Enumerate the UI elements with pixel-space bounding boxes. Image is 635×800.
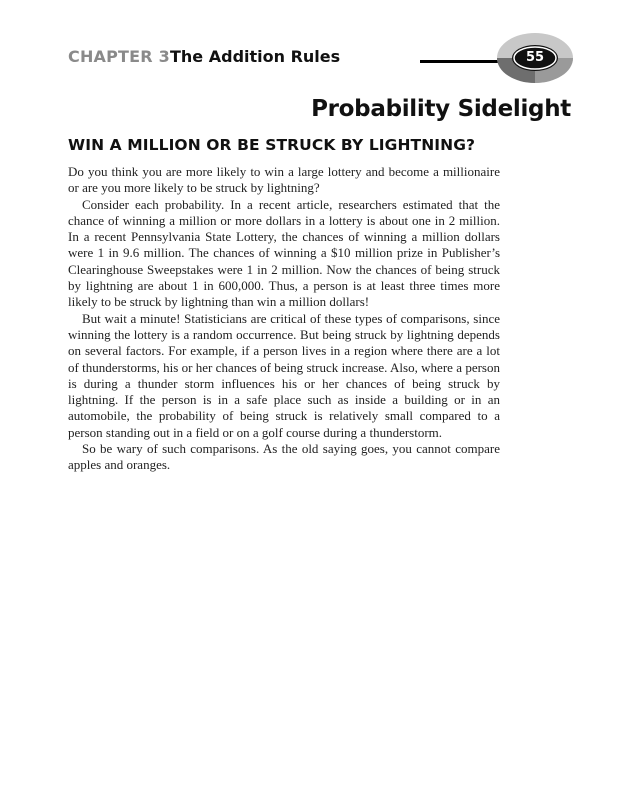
page-header	[0, 0, 635, 90]
paragraph-2: Consider each probability. In a recent article, researchers estimated that the chance of winning a million or more dollars in a lottery is about one in 2 million. In a recent Pennsylvania State Lottery, the chances of winning a million dollars were 1 in 9.6 million. The chances of winning a $10 million prize in Publisher’s Clearinghouse Sweepstakes were 1 in 2 million. Now the chances of being struck by lightning are about 1 in 600,000. Thus, a person is at least three times more likely to be struck by lightning than win a million dollars!	[68, 196, 500, 310]
paragraph-4: So be wary of such comparisons. As the old saying goes, you cannot compare apples and oranges.	[68, 441, 500, 473]
article-body	[68, 164, 500, 474]
article-heading: WIN A MILLION OR BE STRUCK BY LIGHTNING?	[68, 136, 476, 154]
chapter-title: The Addition Rules	[170, 47, 341, 66]
chapter-label: CHAPTER 3	[68, 47, 170, 66]
sidelight-title: Probability Sidelight	[311, 96, 571, 122]
paragraph-3: But wait a minute! Statisticians are critical of these types of comparisons, since winning the lottery is a random occurrence. But being struck by lightning depends on several factors. For example, if a person lives in a region where there are a lot of thunderstorms, his or her chances of being struck increase. Also, where a person is during a thunder storm influences his or her chances of being struck by lightning. If the person is in a safe place such as inside a building or in an automobile, the probability of being struck is relatively small compared to a person standing out in a field or on a golf course during a thunderstorm.	[68, 310, 500, 440]
paragraph-1: Do you think you are more likely to win a large lottery and become a millionaire or are you more likely to be struck by lightning?	[68, 164, 500, 196]
page-number: 55	[525, 50, 545, 65]
